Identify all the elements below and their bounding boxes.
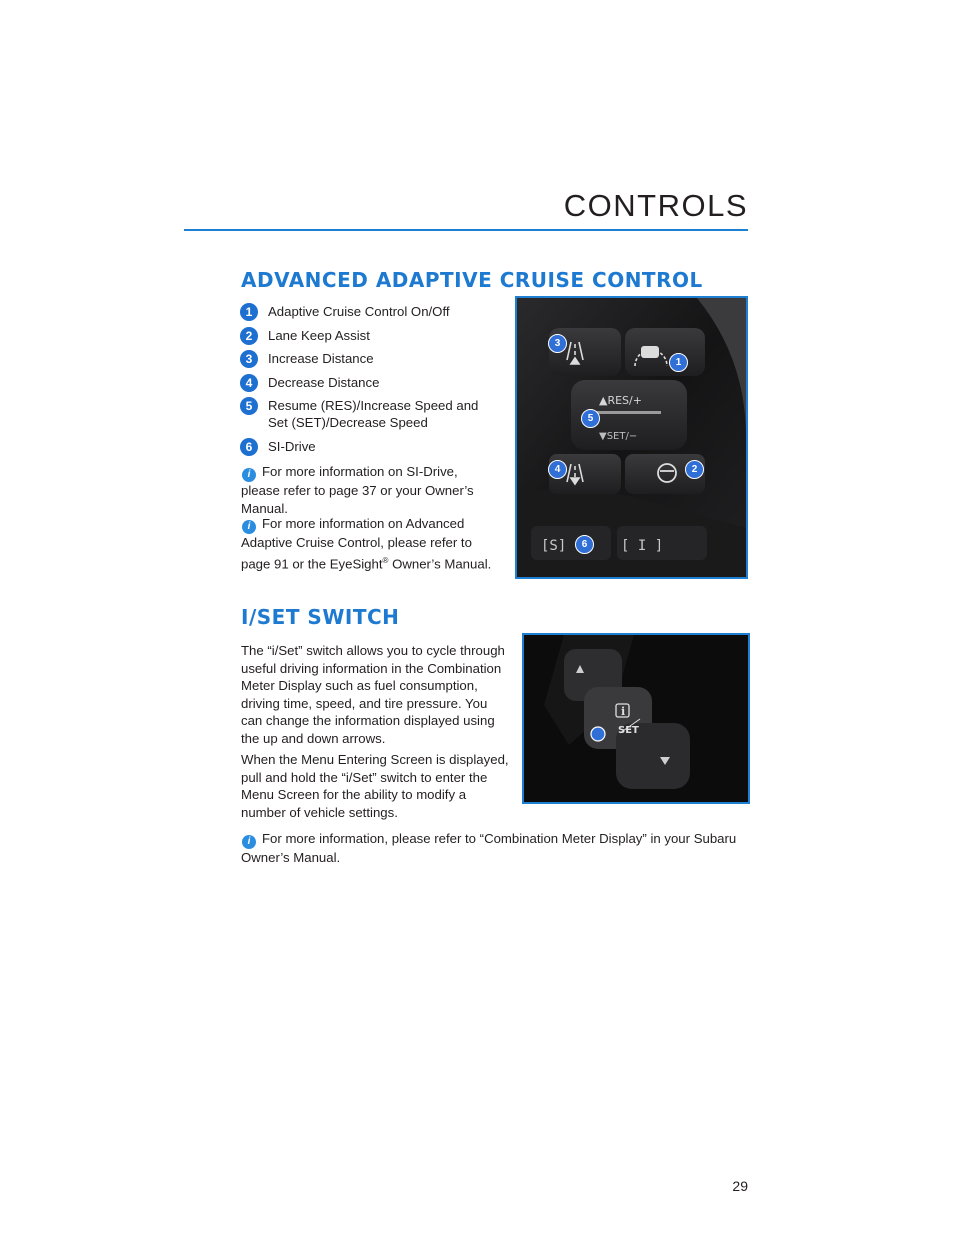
s-drive-label: [S] — [541, 538, 567, 554]
note-text-end: Owner’s Manual. — [388, 555, 492, 571]
info-icon: i — [242, 468, 256, 482]
list-item-label: Resume (RES)/Increase Speed and Set (SET)/Decrease Speed — [268, 398, 479, 430]
callout-3: 3 — [548, 334, 567, 353]
list-item — [240, 303, 495, 320]
res-label: ▲RES/+ — [599, 394, 642, 407]
callout-5: 5 — [581, 409, 600, 428]
number-badge: 6 — [240, 438, 258, 456]
note-si-drive — [241, 463, 499, 517]
i-drive-label: [ I ] — [621, 538, 664, 554]
callout-2: 2 — [685, 460, 704, 479]
section-title-iset: I/SET SWITCH — [241, 605, 400, 629]
note-text: For more information on SI-Drive, please refer to page 37 or your Owner’s Manual. — [241, 464, 474, 516]
note-text: For more information, please refer to “Combination Meter Display” in your Subaru Owner’s Manual. — [241, 831, 737, 865]
callout-6: 6 — [575, 535, 594, 554]
number-badge: 4 — [240, 374, 258, 392]
section-title-acc: ADVANCED ADAPTIVE CRUISE CONTROL — [241, 268, 703, 292]
registered-mark: ® — [382, 555, 389, 565]
info-icon: i — [242, 520, 256, 534]
location-dot — [591, 727, 605, 741]
list-item — [240, 374, 495, 391]
set-switch-label: SET — [618, 725, 639, 736]
page-number: 29 — [732, 1178, 748, 1194]
iset-paragraph-1: The “i/Set” switch allows you to cycle through useful driving information in the Combination Meter Display such as fuel consumption, driving time, speed, and tire pressure. You can change the information displayed using the up and down arrows. — [241, 643, 505, 746]
number-badge: 5 — [240, 397, 258, 415]
iset-note — [241, 830, 748, 867]
header-rule — [184, 229, 748, 231]
number-badge: 3 — [240, 350, 258, 368]
header-title: CONTROLS — [563, 188, 748, 223]
feature-list — [240, 303, 495, 461]
steering-wheel-photo — [515, 296, 748, 579]
set-label: ▼SET/− — [599, 431, 638, 442]
list-item-label: Lane Keep Assist — [268, 327, 370, 343]
list-item — [240, 397, 495, 431]
callout-1: 1 — [669, 353, 688, 372]
list-item — [240, 438, 495, 455]
info-icon: i — [242, 835, 256, 849]
number-badge: 2 — [240, 327, 258, 345]
list-item-label: Increase Distance — [268, 351, 374, 366]
iset-paragraph-2: When the Menu Entering Screen is displayed, pull and hold the “i/Set” switch to enter the Menu Screen for the ability to modify a number of vehicle settings. — [241, 752, 509, 820]
note-eyesight — [241, 515, 499, 572]
note-text: For more information on Advanced Adaptive Cruise Control, please refer to page 91 or the EyeSight — [241, 516, 472, 571]
i-info-label: i — [621, 705, 626, 718]
iset-switch-photo — [522, 633, 750, 804]
list-item — [240, 350, 495, 367]
list-item-label: Adaptive Cruise Control On/Off — [268, 304, 450, 319]
number-badge: 1 — [240, 303, 258, 321]
list-item-label: Decrease Distance — [268, 374, 380, 390]
list-item — [240, 327, 495, 344]
list-item-label: SI-Drive — [268, 438, 316, 454]
callout-4: 4 — [548, 460, 567, 479]
